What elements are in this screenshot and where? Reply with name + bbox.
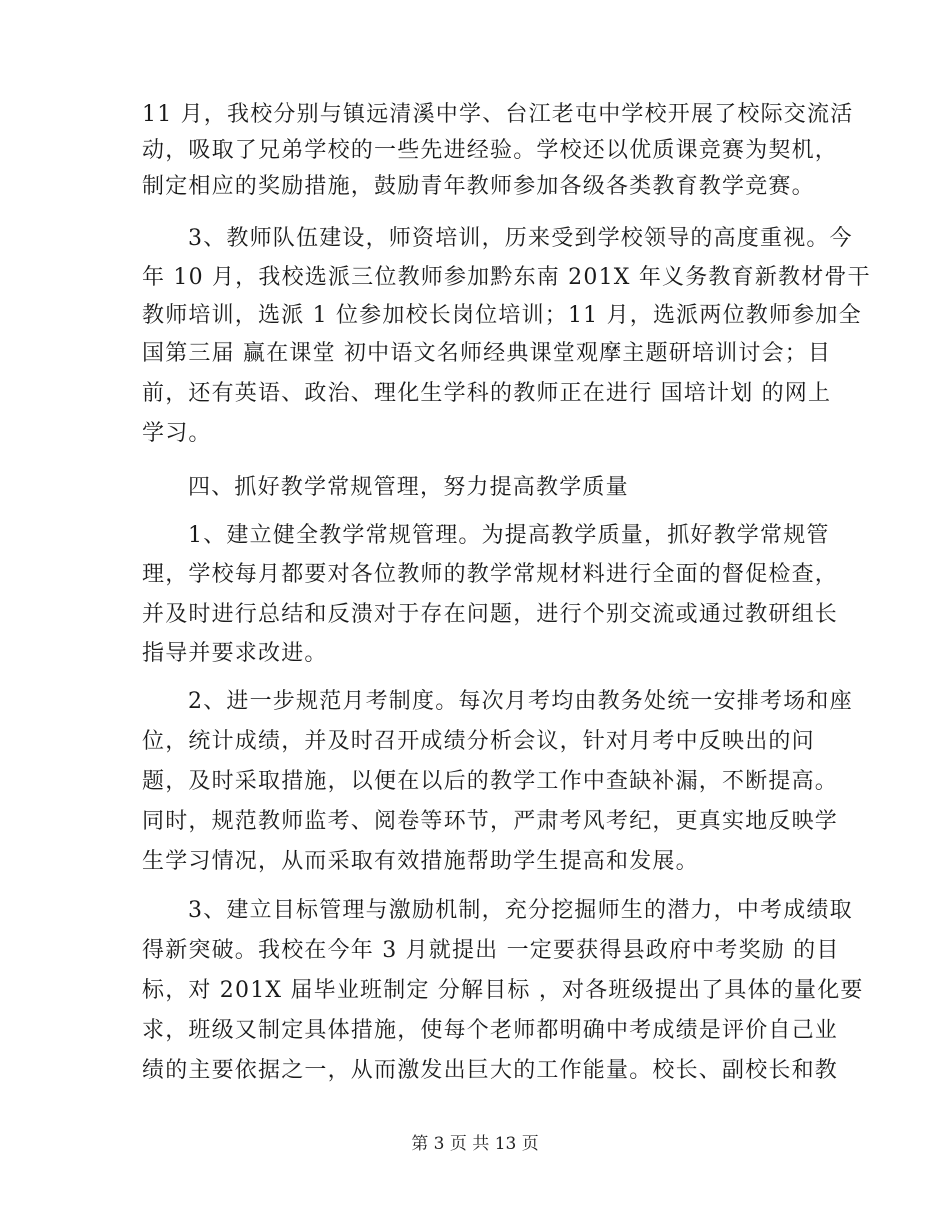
body-line: 年 10 月，我校选派三位教师参加黔东南 201X 年义务教育新教材骨干 (142, 265, 871, 290)
body-line: 学习。 (142, 421, 212, 446)
body-line: 生学习情况，从而采取有效措施帮助学生提高和发展。 (142, 849, 699, 874)
body-line: 11 月，我校分别与镇远清溪中学、台江老屯中学校开展了校际交流活 (142, 102, 854, 127)
body-line: 并及时进行总结和反溃对于存在问题，进行个别交流或通过教研组长 (142, 602, 839, 627)
body-line: 理，学校每月都要对各位教师的教学常规材料进行全面的督促检查， (142, 562, 839, 587)
paragraph-first-line: 3、教师队伍建设，师资培训，历来受到学校领导的高度重视。今 (188, 226, 853, 251)
body-line: 动，吸取了兄弟学校的一些先进经验。学校还以优质课竞赛为契机， (142, 138, 839, 163)
body-line: 求，班级又制定具体措施，使每个老师都明确中考成绩是评价自己业 (142, 1018, 839, 1043)
paragraph-first-line: 3、建立目标管理与激励机制，充分挖掘师生的潜力，中考成绩取 (188, 898, 853, 923)
body-line: 绩的主要依据之一，从而激发出巨大的工作能量。校长、副校长和教 (142, 1058, 839, 1083)
body-line: 指导并要求改进。 (142, 641, 328, 666)
body-line: 位，统计成绩，并及时召开成绩分析会议，针对月考中反映出的问 (142, 729, 815, 754)
body-line: 国第三届 赢在课堂 初中语文名师经典课堂观摩主题研培训讨会；目 (142, 341, 832, 366)
body-line: 得新突破。我校在今年 3 月就提出 一定要获得县政府中考奖励 的目 (142, 938, 840, 963)
body-line: 同时，规范教师监考、阅卷等环节，严肃考风考纪，更真实地反映学 (142, 809, 839, 834)
body-line: 教师培训，选派 1 位参加校长岗位培训；11 月，选派两位教师参加全 (142, 303, 862, 328)
page-number-footer: 第 3 页 共 13 页 (411, 1134, 539, 1154)
body-line: 标，对 201X 届毕业班制定 分解目标 ，对各班级提出了具体的量化要 (142, 978, 864, 1003)
body-line: 题，及时采取措施，以便在以后的教学工作中查缺补漏，不断提高。 (142, 769, 839, 794)
paragraph-first-line: 1、建立健全教学常规管理。为提高教学质量，抓好教学常规管 (188, 523, 830, 548)
section-heading: 四、抓好教学常规管理，努力提高教学质量 (188, 475, 629, 500)
body-line: 前，还有英语、政治、理化生学科的教师正在进行 国培计划 的网上 (142, 381, 832, 406)
body-line: 制定相应的奖励措施，鼓励青年教师参加各级各类教育教学竞赛。 (142, 174, 815, 199)
paragraph-first-line: 2、进一步规范月考制度。每次月考均由教务处统一安排考场和座 (188, 689, 853, 714)
